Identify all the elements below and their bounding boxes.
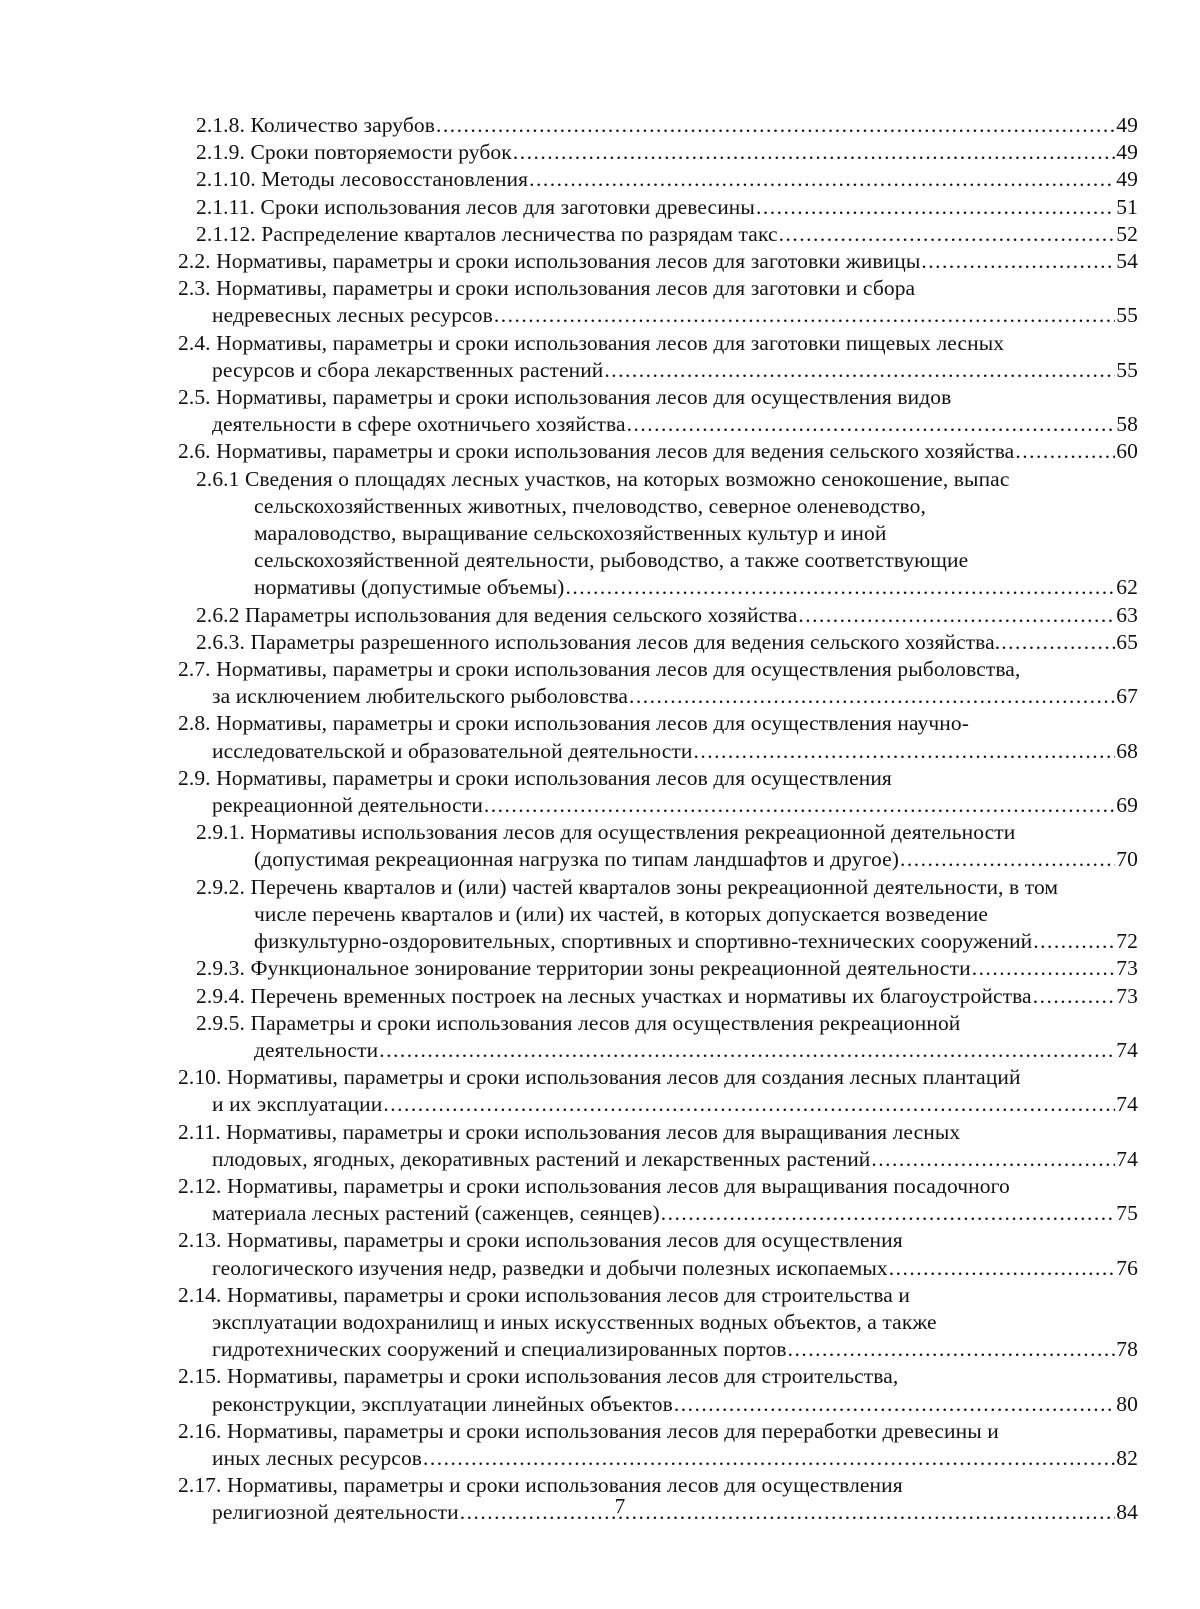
toc-entry-final-line [178, 411, 1138, 438]
toc-entry-text-line: 2.11. Нормативы, параметры и сроки использования лесов для выращивания лесных [178, 1119, 961, 1144]
toc-entry [178, 1227, 1138, 1281]
toc-entry-page-number: 74 [1116, 1146, 1138, 1171]
toc-entry-title: 2.1.11. Сроки использования лесов для заготовки древесины [196, 194, 755, 219]
toc-entry-text-line: 2.10. Нормативы, параметры и сроки использования лесов для создания лесных плантаций [178, 1065, 1021, 1090]
toc-entry-final-line [178, 1200, 1138, 1227]
toc-entry [178, 629, 1138, 656]
dot-leader [604, 357, 1115, 384]
toc-entry-page-number: 73 [1116, 983, 1138, 1008]
toc-entry-title: плодовых, ягодных, декоративных растений и лекарственных растений [212, 1146, 871, 1171]
toc-entry-text-line: сельскохозяйственных животных, пчеловодство, северное оленеводство, [254, 493, 926, 518]
toc-entry [178, 955, 1138, 982]
toc-entry-final-line [196, 574, 1138, 601]
toc-entry-final-line [196, 194, 1138, 221]
dot-leader [779, 221, 1116, 248]
toc-entry-title: 2.1.8. Количество зарубов [196, 113, 435, 137]
toc-entry [178, 1363, 1138, 1417]
toc-entry-final-line [178, 1146, 1138, 1173]
toc-entry-title: и их эксплуатации [212, 1092, 383, 1117]
toc-entry-page-number: 82 [1116, 1445, 1138, 1470]
toc-entry-final-line [178, 738, 1138, 765]
toc-entry-final-line [196, 846, 1138, 873]
toc-entry-page-number: 78 [1116, 1337, 1138, 1362]
toc-entry [178, 1173, 1138, 1227]
toc-entry-title: 2.1.10. Методы лесовосстановления [196, 167, 529, 192]
toc-entry [178, 874, 1138, 956]
toc-entry [178, 710, 1138, 764]
toc-entry-title: 2.2. Нормативы, параметры и сроки использования лесов для заготовки живицы [178, 249, 921, 274]
dot-leader [379, 1037, 1115, 1064]
toc-entry [178, 166, 1138, 193]
toc-entry-text-line: 2.17. Нормативы, параметры и сроки использования лесов для осуществления [178, 1473, 903, 1498]
toc-entry [178, 194, 1138, 221]
toc-entry-title: рекреационной деятельности [212, 793, 483, 818]
toc-entry [178, 330, 1138, 384]
toc-entry-title: 2.6.2 Параметры использования для ведения сельского хозяйства [196, 602, 798, 627]
toc-entry-final-line [178, 1445, 1138, 1472]
dot-leader [1001, 629, 1115, 656]
toc-entry-final-line [196, 139, 1138, 166]
toc-entry-title: 2.6. Нормативы, параметры и сроки использования лесов для ведения сельского хозяйства [178, 439, 1015, 464]
dot-leader [798, 602, 1115, 629]
dot-leader [629, 683, 1115, 710]
toc-entry-title: 2.1.12. Распределение кварталов лесничества по разрядам такс [196, 221, 778, 246]
toc-entry-page-number: 75 [1116, 1201, 1138, 1226]
toc-entry-text-line: 2.9.2. Перечень кварталов и (или) частей кварталов зоны рекреационной деятельности, в том [196, 874, 1059, 899]
toc-entry-page-number: 70 [1116, 847, 1138, 872]
toc-entry-page-number: 68 [1116, 738, 1138, 763]
toc-entry-text-line: 2.7. Нормативы, параметры и сроки использования лесов для осуществления рыболовства, [178, 657, 1021, 682]
toc-entry-text-line: 2.9.5. Параметры и сроки использования лесов для осуществления рекреационной [196, 1010, 961, 1035]
toc-entry-title: иных лесных ресурсов [212, 1445, 423, 1470]
toc-entry-title: 2.6.3. Параметры разрешенного использования лесов для ведения сельского хозяйства. [196, 629, 1001, 654]
dot-leader [529, 166, 1115, 193]
toc-entry-title: 2.9.3. Функциональное зонирование территории зоны рекреационной деятельности [196, 956, 971, 981]
toc-entry-text-line: 2.16. Нормативы, параметры и сроки использования лесов для переработки древесины и [178, 1418, 999, 1443]
toc-entry [178, 1282, 1138, 1364]
toc-entry [178, 438, 1138, 465]
dot-leader [900, 846, 1115, 873]
dot-leader [484, 792, 1115, 819]
toc-entry [178, 466, 1138, 602]
toc-entry-text-line: 2.15. Нормативы, параметры и сроки использования лесов для строительства, [178, 1364, 899, 1389]
toc-entry-page-number: 55 [1116, 303, 1138, 328]
dot-leader [1033, 983, 1116, 1010]
toc-entry-text-line: сельскохозяйственной деятельности, рыбоводство, а также соответствующие [254, 548, 969, 573]
toc-entry-text-line: эксплуатации водохранилищ и иных искусственных водных объектов, а также [212, 1309, 937, 1334]
dot-leader [565, 574, 1115, 601]
toc-entry-text-line: 2.3. Нормативы, параметры и сроки использования лесов для заготовки и сбора [178, 276, 916, 301]
toc-entry-text-line: мараловодство, выращивание сельскохозяйственных культур и иной [254, 521, 887, 546]
dot-leader [693, 738, 1115, 765]
toc-entry-page-number: 67 [1116, 684, 1138, 709]
toc-entry [178, 765, 1138, 819]
toc-entry-title: геологического изучения недр, разведки и добычи полезных ископаемых [212, 1255, 888, 1280]
dot-leader [1033, 928, 1115, 955]
toc-entry-final-line [196, 166, 1138, 193]
toc-entry-title: (допустимая рекреационная нагрузка по типам ландшафтов и другое) [254, 847, 899, 872]
toc-entry [178, 1064, 1138, 1118]
dot-leader [423, 1445, 1115, 1472]
toc-entry-final-line [178, 1336, 1138, 1363]
toc-entry-final-line [178, 357, 1138, 384]
dot-leader [494, 302, 1115, 329]
dot-leader [788, 1336, 1116, 1363]
toc-entry-page-number: 51 [1116, 194, 1138, 219]
toc-entry-title: 2.1.9. Сроки повторяемости рубок [196, 140, 512, 165]
toc-entry-page-number: 52 [1116, 221, 1138, 246]
page-number: 7 [614, 1494, 626, 1518]
toc-entry-title: ресурсов и сбора лекарственных растений [212, 357, 604, 382]
toc-entry [178, 248, 1138, 275]
toc-entry [178, 1119, 1138, 1173]
toc-entry-text-line: 2.13. Нормативы, параметры и сроки использования лесов для осуществления [178, 1228, 903, 1253]
toc-entry-page-number: 74 [1116, 1037, 1138, 1062]
toc-entry-page-number: 63 [1116, 602, 1138, 627]
toc-entry-text-line: числе перечень кварталов и (или) их частей, в которых допускается возведение [254, 901, 988, 926]
dot-leader [383, 1091, 1115, 1118]
toc-entry-text-line: 2.9.1. Нормативы использования лесов для осуществления рекреационной деятельности [196, 820, 1016, 845]
toc-entry-title: гидротехнических сооружений и специализированных портов [212, 1337, 787, 1362]
toc-entry-text-line: 2.14. Нормативы, параметры и сроки использования лесов для строительства и [178, 1282, 910, 1307]
toc-entry-title: нормативы (допустимые объемы) [254, 575, 565, 600]
dot-leader [889, 1255, 1116, 1282]
toc-entry [178, 275, 1138, 329]
toc-entry-title: 2.9.4. Перечень временных построек на лесных участках и нормативы их благоустройства [196, 983, 1032, 1008]
toc-entry-title: недревесных лесных ресурсов [212, 303, 493, 328]
toc-entry-title: физкультурно-оздоровительных, спортивных и спортивно-технических сооружений [254, 929, 1033, 954]
table-of-contents [178, 112, 1138, 1527]
dot-leader [921, 248, 1115, 275]
toc-entry-text-line: 2.12. Нормативы, параметры и сроки использования лесов для выращивания посадочного [178, 1173, 1010, 1198]
toc-entry-final-line [196, 983, 1138, 1010]
toc-entry-page-number: 49 [1116, 140, 1138, 165]
dot-leader [661, 1200, 1116, 1227]
toc-entry [178, 139, 1138, 166]
dot-leader [627, 411, 1116, 438]
toc-entry-text-line: 2.4. Нормативы, параметры и сроки использования лесов для заготовки пищевых лесных [178, 330, 1005, 355]
dot-leader [1015, 438, 1115, 465]
toc-entry-final-line [196, 112, 1138, 139]
toc-entry-title: реконструкции, эксплуатации линейных объектов [212, 1391, 673, 1416]
toc-entry-page-number: 62 [1116, 575, 1138, 600]
toc-entry-final-line [178, 1391, 1138, 1418]
toc-entry [178, 1418, 1138, 1472]
toc-entry [178, 112, 1138, 139]
toc-entry-text-line: 2.9. Нормативы, параметры и сроки использования лесов для осуществления [178, 765, 892, 790]
toc-entry-page-number: 69 [1116, 793, 1138, 818]
toc-entry [178, 656, 1138, 710]
toc-entry-final-line [196, 955, 1138, 982]
toc-entry [178, 221, 1138, 248]
toc-entry-page-number: 72 [1116, 929, 1138, 954]
toc-entry-page-number: 54 [1116, 249, 1138, 274]
toc-entry-title: деятельности в сфере охотничьего хозяйства [212, 412, 626, 437]
toc-entry-final-line [178, 438, 1138, 465]
toc-entry-text-line: 2.8. Нормативы, параметры и сроки использования лесов для осуществления научно- [178, 711, 970, 736]
toc-entry-title: материала лесных растений (саженцев, сеянцев) [212, 1201, 660, 1226]
toc-entry-page-number: 73 [1116, 956, 1138, 981]
toc-entry-final-line [178, 683, 1138, 710]
toc-entry-final-line [196, 602, 1138, 629]
toc-entry-title: за исключением любительского рыболовства [212, 684, 628, 709]
toc-entry-page-number: 49 [1116, 167, 1138, 192]
toc-entry-title: религиозной деятельности [212, 1500, 459, 1525]
toc-entry-page-number: 84 [1116, 1500, 1138, 1525]
toc-entry [178, 819, 1138, 873]
toc-entry-page-number: 55 [1116, 357, 1138, 382]
toc-entry-title: деятельности [254, 1037, 379, 1062]
dot-leader [674, 1391, 1115, 1418]
toc-entry-final-line [196, 928, 1138, 955]
toc-entry-final-line [178, 248, 1138, 275]
toc-entry-final-line [196, 221, 1138, 248]
dot-leader [972, 955, 1116, 982]
dot-leader [871, 1146, 1115, 1173]
toc-entry-text-line: 2.6.1 Сведения о площадях лесных участков, на которых возможно сенокошение, выпас [196, 466, 1010, 491]
dot-leader [756, 194, 1115, 221]
toc-entry-final-line [178, 1091, 1138, 1118]
toc-entry-page-number: 80 [1116, 1391, 1138, 1416]
toc-entry [178, 602, 1138, 629]
toc-entry-title: исследовательской и образовательной деятельности [212, 738, 693, 763]
toc-entry-page-number: 49 [1116, 113, 1138, 137]
dot-leader [513, 139, 1115, 166]
toc-entry [178, 384, 1138, 438]
toc-entry-page-number: 76 [1116, 1255, 1138, 1280]
toc-entry [178, 983, 1138, 1010]
toc-entry-final-line [196, 1037, 1138, 1064]
toc-entry-text-line: 2.5. Нормативы, параметры и сроки использования лесов для осуществления видов [178, 385, 952, 410]
toc-entry-final-line [178, 302, 1138, 329]
toc-entry-final-line [178, 792, 1138, 819]
toc-entry-page-number: 60 [1116, 439, 1138, 464]
toc-entry-final-line [196, 629, 1138, 656]
toc-entry-page-number: 58 [1116, 412, 1138, 437]
toc-entry-final-line [178, 1255, 1138, 1282]
toc-entry-page-number: 74 [1116, 1092, 1138, 1117]
dot-leader [436, 112, 1115, 139]
toc-entry-page-number: 65 [1116, 629, 1138, 654]
toc-entry [178, 1010, 1138, 1064]
